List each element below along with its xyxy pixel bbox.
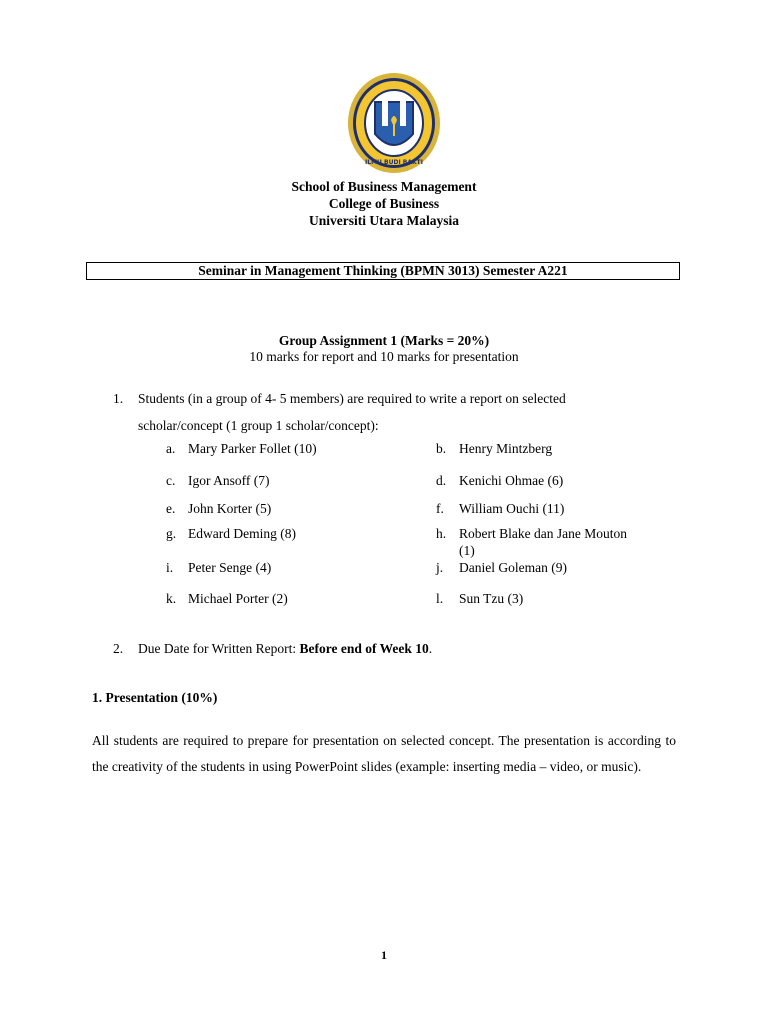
item1-text-line1: Students (in a group of 4- 5 members) are required to write a report on selected: [138, 391, 566, 406]
school-name: School of Business Management: [291, 179, 477, 194]
scholar-name: Peter Senge (4): [188, 560, 272, 575]
item2-number: 2.: [113, 641, 124, 656]
presentation-paragraph: All students are required to prepare for presentation on selected concept. The presentation is according to the creativity of the students in using PowerPoint slides (example: inserting media – video, or music).: [92, 733, 676, 774]
course-title-box: Seminar in Management Thinking (BPMN 3013) Semester A221: [86, 262, 680, 280]
assignment-subtitle: 10 marks for report and 10 marks for presentation: [249, 349, 519, 364]
item1-text-line2: scholar/concept (1 group 1 scholar/concept):: [138, 418, 379, 433]
scholar-letter: i.: [166, 560, 174, 575]
scholar-name: Michael Porter (2): [188, 591, 288, 606]
page-number: 1: [381, 948, 387, 962]
scholar-name: Edward Deming (8): [188, 526, 296, 541]
scholar-name: Robert Blake dan Jane Mouton: [459, 526, 627, 541]
scholar-letter: b.: [436, 441, 447, 456]
logo-motto-text: ILMU BUDI BAKTI: [365, 159, 423, 166]
item1-number: 1.: [113, 391, 124, 406]
presentation-heading: 1. Presentation (10%): [92, 690, 218, 705]
scholar-letter: d.: [436, 473, 447, 488]
due-date-line: [138, 640, 432, 657]
scholar-name: Kenichi Ohmae (6): [459, 473, 564, 488]
scholar-letter: g.: [166, 526, 177, 541]
scholar-name: Igor Ansoff (7): [188, 473, 270, 488]
university-name: Universiti Utara Malaysia: [309, 213, 459, 228]
scholar-letter: l.: [436, 591, 444, 606]
scholar-letter: k.: [166, 591, 177, 606]
due-date-label: Due Date for Written Report:: [138, 641, 300, 656]
assignment-title: Group Assignment 1 (Marks = 20%): [278, 333, 490, 348]
scholar-name: Daniel Goleman (9): [459, 560, 567, 575]
college-name: College of Business: [328, 196, 440, 211]
scholar-letter: e.: [166, 501, 176, 516]
university-logo: [347, 72, 441, 174]
scholar-letter: f.: [436, 501, 444, 516]
scholar-name: William Ouchi (11): [459, 501, 565, 516]
scholar-letter: a.: [166, 441, 176, 456]
due-date-period: .: [428, 641, 433, 656]
due-date-value: Before end of Week 10: [299, 641, 429, 656]
scholar-letter: j.: [436, 560, 444, 575]
scholar-name: Sun Tzu (3): [459, 591, 524, 606]
scholar-name: Henry Mintzberg: [459, 441, 553, 456]
scholar-name: Mary Parker Follet (10): [188, 441, 317, 456]
scholar-letter: h.: [436, 526, 447, 541]
scholar-name: John Korter (5): [188, 501, 272, 516]
scholar-letter: c.: [166, 473, 176, 488]
scholar-name-continued: (1): [459, 543, 475, 558]
